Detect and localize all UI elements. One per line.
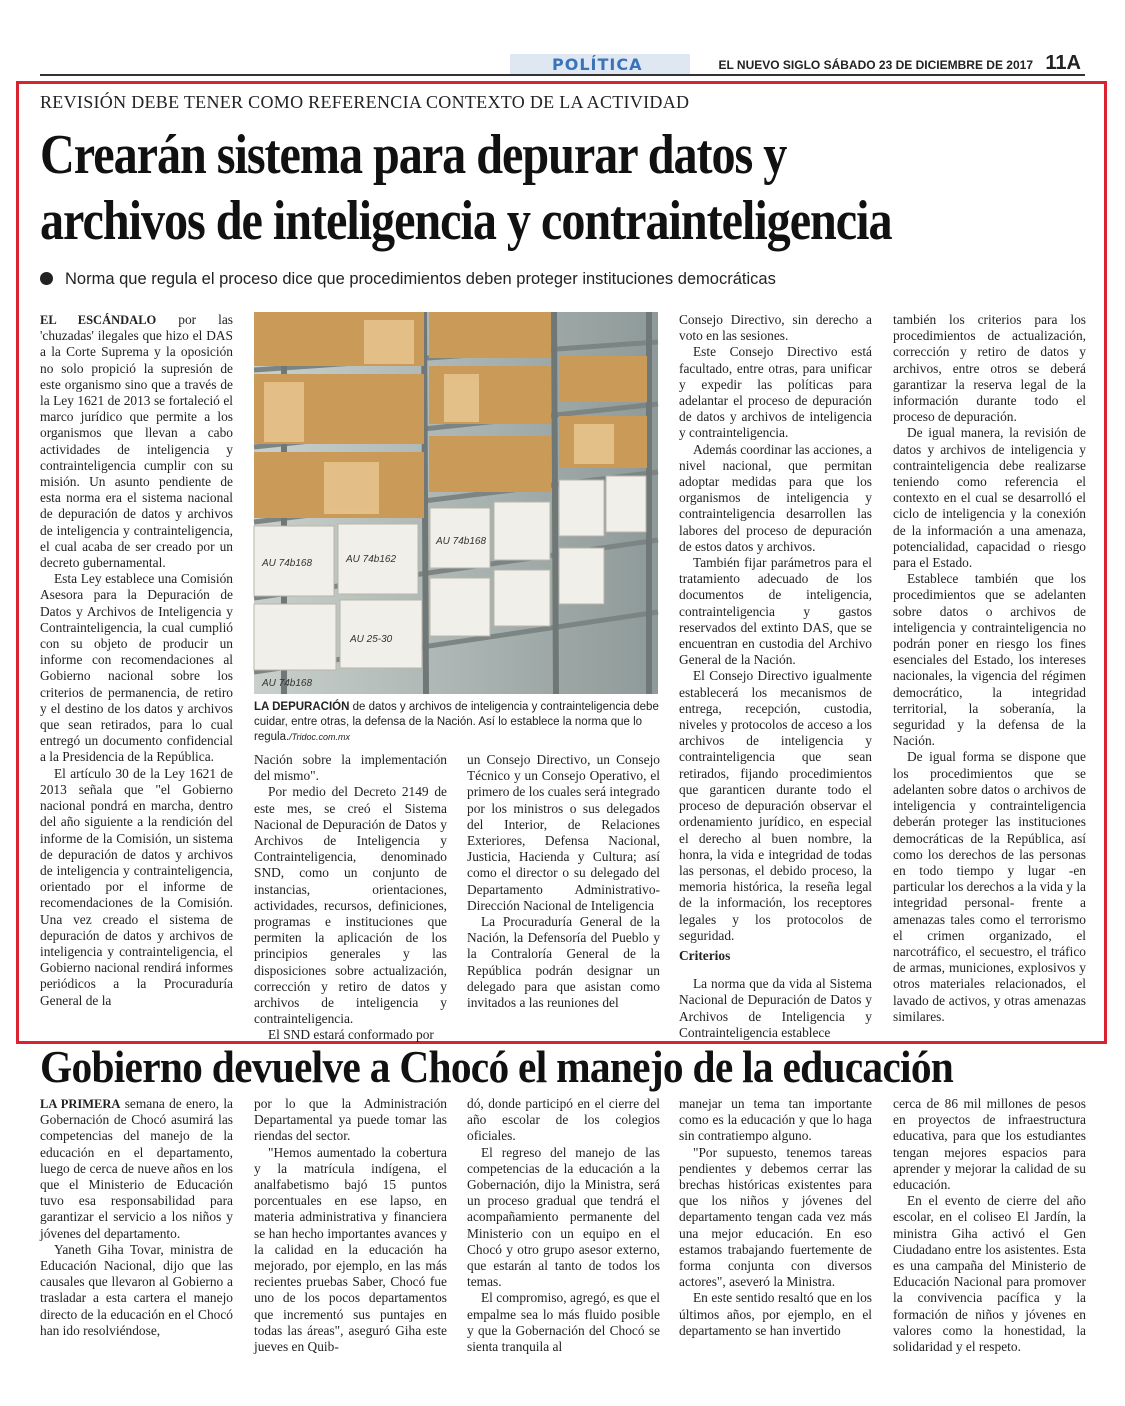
paragraph: EL ESCÁNDALO por las 'chuzadas' ilegales que hizo el DAS a la Corte Suprema y la oposición no solo propició la supresión de este organismo sino que a través de la Ley 1621 de 2013 se fortaleció el marco jurídico que permite a los organismos que llevan a cabo actividades de inteligencia y contrainteligencia cumplir con su misión. Un asunto pendiente de esta norma era el sistema nacional de depuración de datos y archivos de inteligencia y contrainteligencia, el cual acaba de ser creado por un decreto gubernamental.	[40, 312, 233, 571]
page-number: 11A	[1045, 52, 1081, 74]
article2-headline: Gobierno devuelve a Chocó el manejo de la educación	[40, 1041, 954, 1092]
paragraph: LA PRIMERA semana de enero, la Gobernación de Chocó asumirá las competencias del manejo de la educación en el departamento, luego de cerca de nueve años en los que el Ministerio de Educación tuvo esa responsabilidad para garantizar el servicio a los niños y jóvenes del departamento.	[40, 1096, 233, 1241]
paragraph: Yaneth Giha Tovar, ministra de Educación Nacional, dijo que las causales que llevaron al Gobierno a trasladar a esta cartera el manejo directo de la educación en el Chocó han ido resolviéndose,	[40, 1241, 233, 1338]
article-column-1	[40, 312, 233, 1030]
paragraph: dó, donde participó en el cierre del año escolar de los colegios oficiales.	[467, 1096, 660, 1144]
paragraph: De igual forma se dispone que los procedimientos que se adelanten sobre datos o archivos de inteligencia y contrainteligencia deberán proteger las instituciones democráticas de la República, así como los derechos de las personas en todo tiempo y lugar -en particular los derechos a la vida y la integridad personal- frente a amenazas tales como el terrorismo el crimen organizado, el narcotráfico, el secuestro, el tráfico de armas, municiones, explosivos y otros materiales relacionados, el lavado de activos, y otras amenazas similares.	[893, 749, 1086, 1024]
archive-shelves-image	[254, 312, 658, 694]
paragraph: Consejo Directivo, sin derecho a voto en las sesiones.	[679, 312, 872, 344]
photo-credit: /Tridoc.com.mx	[289, 732, 351, 742]
paragraph: también los criterios para los procedimientos de actualización, corrección y retiro de datos y archivos, entre otros se deberá garantizar la reserva legal de la información durante todo el proceso de depuración.	[893, 312, 1086, 425]
lead-in: LA PRIMERA	[40, 1097, 121, 1111]
box-label: AU 74b168	[262, 558, 313, 569]
section-subhead: Criterios	[679, 947, 731, 963]
bullet-icon	[40, 272, 53, 285]
article-column-4	[679, 312, 872, 1040]
paragraph: El SND estará conformado por	[268, 1027, 434, 1043]
article-subheadline	[40, 270, 776, 289]
lead-in: EL ESCÁNDALO	[40, 313, 157, 327]
box-label: AU 25-30	[350, 634, 393, 645]
archive-shelves-photo	[254, 312, 658, 694]
section-label: POLÍTICA	[552, 55, 643, 74]
page-header	[40, 50, 1085, 76]
paragraph: En este sentido resaltó que en los últimos años, por ejemplo, en el departamento se han invertido	[679, 1290, 872, 1338]
paragraph: "Por supuesto, tenemos tareas pendientes y debemos cerrar las brechas históricas existentes para que los niños y jóvenes del departamento tengan cada vez más una mejor educación. En eso estamos trabajando fuertemente de forma conjunta con diversos actores", aseveró la Ministra.	[679, 1144, 872, 1290]
paragraph: El regreso del manejo de las competencias de la educación a la Gobernación, dijo la Ministra, será un proceso gradual que tendrá el acompañamiento permanente del Ministerio con un equipo en el Chocó y otro grupo asesor externo, que estarán al tanto de todos los temas.	[467, 1144, 660, 1290]
paragraph: un Consejo Directivo, un Consejo Técnico y un Consejo Operativo, el primero de los cuales será integrado por los ministros o sus delegados del Interior, de Relaciones Exteriores, Defensa Nacional, Justicia, Hacienda y Cultura; así como el director o su delegado del Departamento Administrativo-Dirección Nacional de Inteligencia	[467, 752, 660, 913]
subheadline-text: Norma que regula el proceso dice que procedimientos deben proteger instituciones democráticas	[65, 270, 776, 288]
article2-column-4	[679, 1096, 872, 1386]
paragraph: Esta Ley establece una Comisión Asesora para la Depuración de Datos y Archivos de Inteligencia y Contrainteligencia, la cual cumplió con su objeto de producir un informe con recomendaciones al Gobierno nacional sobre los criterios de permanencia, de retiro y el destino de los datos y archivos que sean retirados, para lo cual entregó un documento confidencial a la Presidencia de la República.	[40, 571, 233, 765]
box-label: AU 74b162	[346, 554, 397, 565]
paragraph: De igual manera, la revisión de datos y archivos de inteligencia y contrainteligencia debe realizarse teniendo como referencia el contexto en el cual se desarrolló el ciclo de inteligencia y la conexión de la información a una amenaza, potencialidad, capacidad o riesgo para el Estado.	[893, 425, 1086, 571]
paragraph: La norma que da vida al Sistema Nacional de Depuración de Datos y Archivos de Inteligencia y Contrainteligencia establece	[679, 976, 872, 1040]
article2-column-2	[254, 1096, 447, 1386]
paragraph: por lo que la Administración Departamental ya puede tomar las riendas del sector.	[254, 1096, 447, 1144]
article-column-5	[893, 312, 1086, 1030]
caption-text: de datos y archivos de inteligencia y contrainteligencia debe cuidar, entre otras, la defensa de la Nación. Así lo establece la norma que lo regula.	[254, 701, 659, 743]
paragraph: cerca de 86 mil millones de pesos en proyectos de infraestructura educativa, para que los estudiantes tengan mejores espacios para aprender y mejorar la calidad de su educación.	[893, 1096, 1086, 1193]
paragraph: El Consejo Directivo igualmente establecerá los mecanismos de entrega, recepción, custodia, niveles y protocolos de acceso a los archivos de inteligencia y contrainteligencia que sean retirados, fijando procedimientos que garanticen durante todo el proceso de depuración observar el ordenamiento jurídico, en especial el derecho al buen nombre, la honra, la vida e integridad de todas las personas, el debido proceso, la memoria histórica, la reseña legal de la información, los receptores legales y los protocolos de seguridad.	[679, 668, 872, 943]
paragraph: El artículo 30 de la Ley 1621 de 2013 señala que "el Gobierno nacional pondrá en marcha, dentro del año siguiente a la rendición del informe de la Comisión, un sistema de depuración de datos y archivos de inteligencia y contrainteligencia, orientado por el informe de recomendaciones de la Comisión. Una vez creado el sistema de depuración de datos y archivos de inteligencia y contrainteligencia, el Gobierno nacional rendirá informes periódicos a la Procuraduría General de la	[40, 765, 233, 1008]
paragraph: Este Consejo Directivo está facultado, entre otras, para unificar y expedir las políticas para adelantar el proceso de depuración de datos y archivos de inteligencia y contrainteligencia.	[679, 344, 872, 441]
paragraph: "Hemos aumentado la cobertura y la matrícula indígena, el analfabetismo bajó 15 puntos porcentuales en ese lapso, en materia administrativa y financiera se han hecho importantes avances y la calidad en la educación ha mejorado, por ejemplo, en las más recientes pruebas Saber, Chocó fue uno de los pocos departamentos que incrementó sus puntajes en todas las áreas", aseguró Giha este jueves en Quib-	[254, 1144, 447, 1355]
publication-date: EL NUEVO SIGLO SÁBADO 23 DE DICIEMBRE DE 2017	[718, 58, 1033, 72]
article2-column-1	[40, 1096, 233, 1386]
photo-caption	[254, 700, 660, 745]
paragraph: manejar un tema tan importante como es la educación y que lo haga sin contratiempo alguno.	[679, 1096, 872, 1144]
paragraph: Además coordinar las acciones, a nivel nacional, que permitan adoptar medidas para que los organismos de inteligencia y contrainteligencia desarrollen las labores del proceso de depuración de estos datos y archivos.	[679, 441, 872, 554]
article-kicker: REVISIÓN DEBE TENER COMO REFERENCIA CONTEXTO DE LA ACTIVIDAD	[40, 92, 690, 112]
article-column-2	[254, 752, 447, 1043]
paragraph: Establece también que los procedimientos que se adelanten sobre datos o archivos de inteligencia y contrainteligencia no podrán poner en riesgo los fines esenciales del Estado, los intereses nacionales, la vigencia del régimen democrático, la integridad territorial, la soberanía, la seguridad y la defensa de la Nación.	[893, 571, 1086, 749]
article-column-3	[467, 752, 660, 1030]
article2-column-5	[893, 1096, 1086, 1386]
box-label: AU 74b168	[436, 536, 487, 547]
article-headline: Crearán sistema para depurar datos y archivos de inteligencia y contrainteligencia	[40, 124, 892, 252]
paragraph: También fijar parámetros para el tratamiento adecuado de los documentos de inteligencia, contrainteligencia y gastos reservados del extinto DAS, que se encuentran en custodia del Archivo General de la Nación.	[679, 555, 872, 668]
box-label: AU 74b168	[262, 678, 313, 689]
paragraph: La Procuraduría General de la Nación, la Defensoría del Pueblo y la Contraloría General de la República podrán designar un delegado para que asistan como invitados a las reuniones del	[467, 914, 660, 1011]
article2-column-3	[467, 1096, 660, 1386]
paragraph: En el evento de cierre del año escolar, en el coliseo El Jardín, la ministra Giha activó el Gen Ciudadano entre los asistentes. Esta es una campaña del Ministerio de Educación Nacional para promover la convivencia pacífica y la formación de niños y jóvenes en valores como la honestidad, la solidaridad y el respeto.	[893, 1193, 1086, 1355]
paragraph: El compromiso, agregó, es que el empalme sea lo más fluido posible y que la Gobernación del Chocó se sienta tranquila al	[467, 1290, 660, 1355]
header-rule	[40, 74, 1085, 76]
paragraph: Nación sobre la implementación del mismo".	[254, 752, 447, 784]
caption-lead: LA DEPURACIÓN	[254, 701, 350, 713]
paragraph: Por medio del Decreto 2149 de este mes, se creó el Sistema Nacional de Depuración de Datos y Archivos de Inteligencia y Contrainteligencia, denominado SND, como un conjunto de instancias, orientaciones, actividades, recursos, definiciones, programas e instituciones que permiten la aplicación de los principios generales y las disposiciones sobre actualización, corrección y retiro de datos y archivos de inteligencia y contrainteligencia.	[254, 784, 447, 1027]
